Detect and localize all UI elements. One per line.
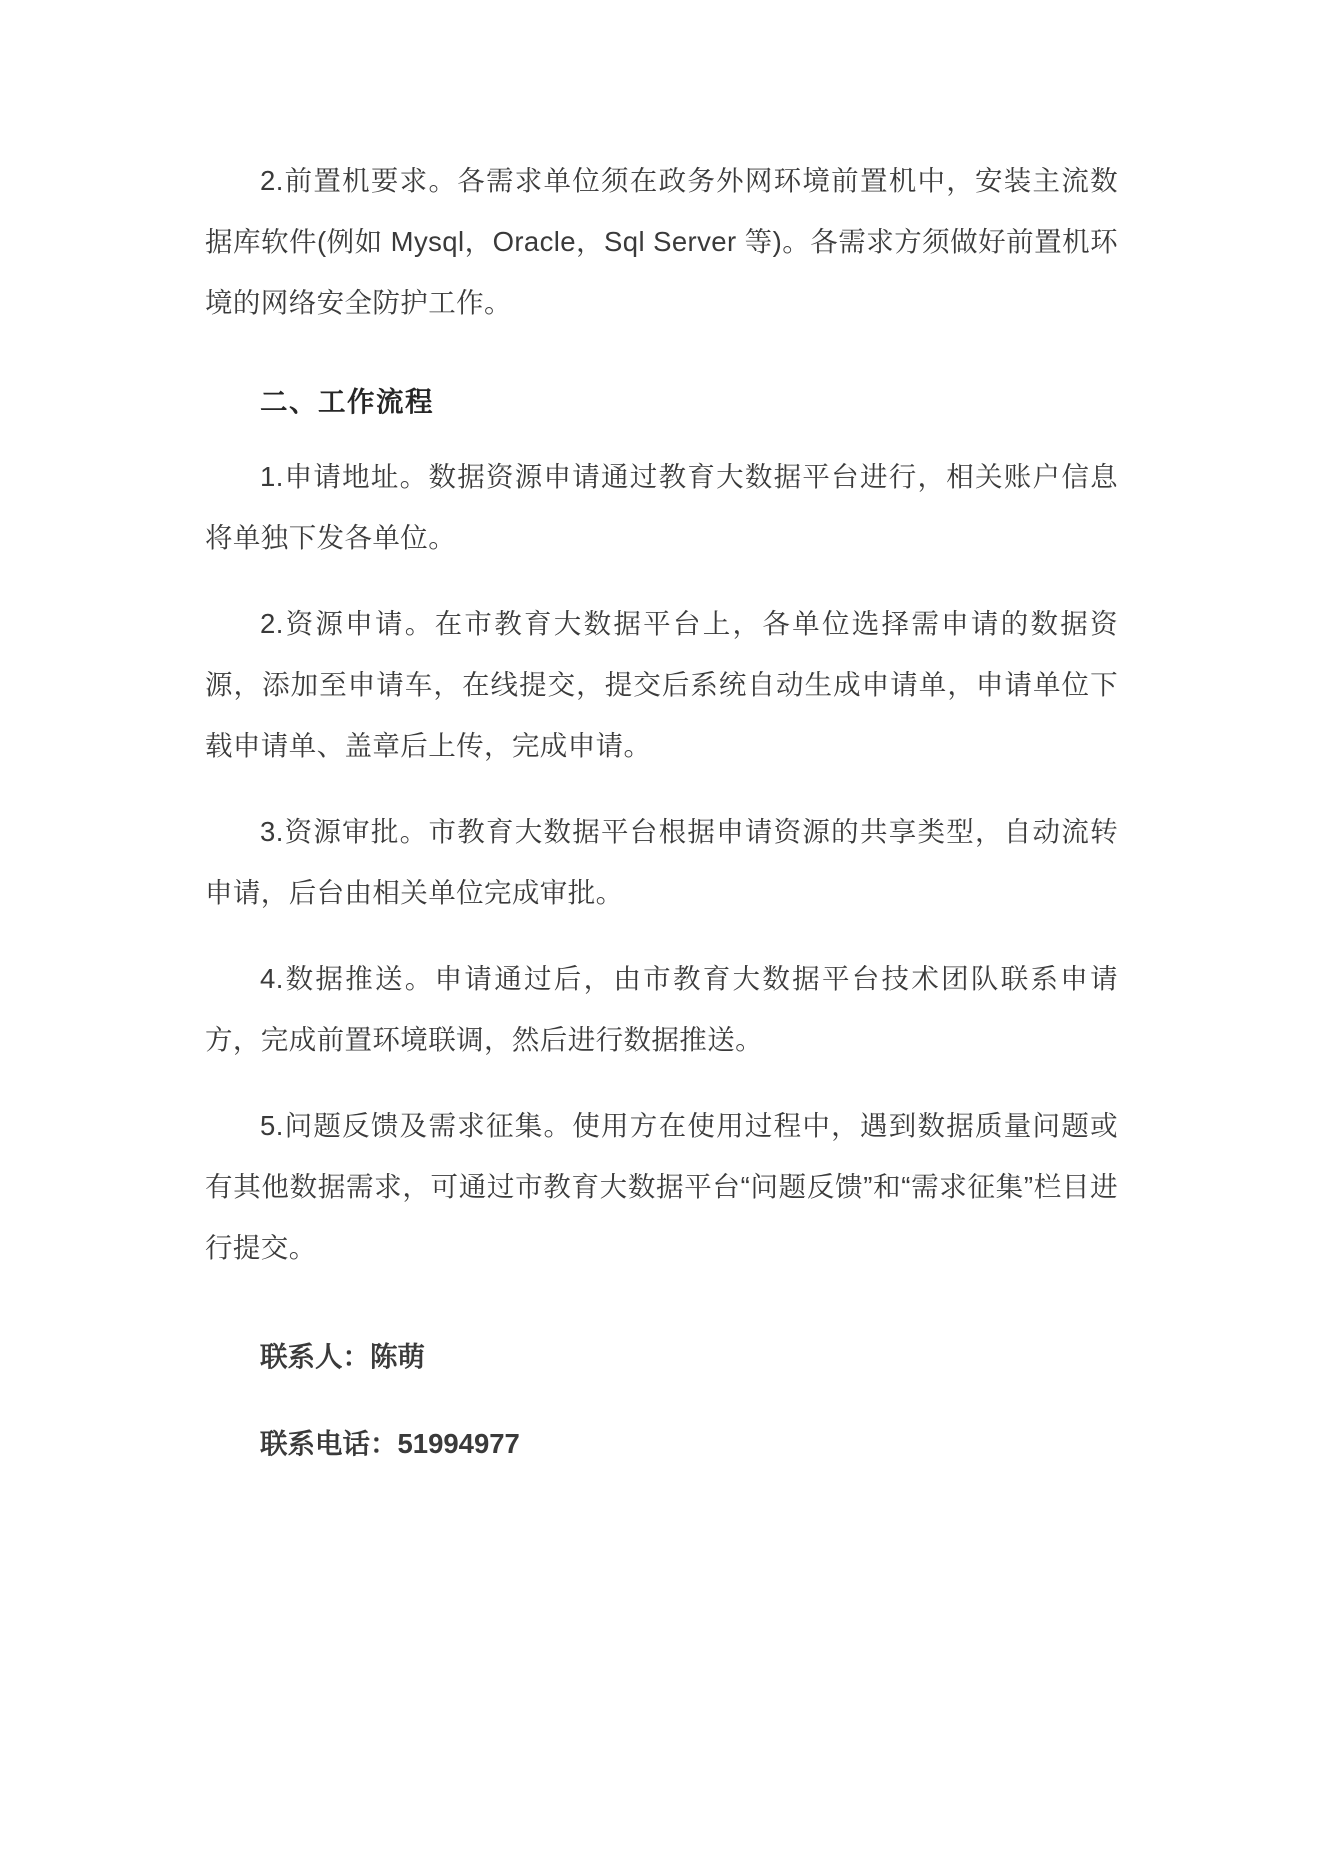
paragraph-resource-approval: 3.资源审批。市教育大数据平台根据申请资源的共享类型，自动流转申请，后台由相关单位完成审批。 (205, 816, 1118, 908)
paragraph-data-push: 4.数据推送。申请通过后，由市教育大数据平台技术团队联系申请方，完成前置环境联调，然后进行数据推送。 (205, 963, 1118, 1055)
paragraph-apply-address: 1.申请地址。数据资源申请通过教育大数据平台进行，相关账户信息将单独下发各单位。 (205, 461, 1118, 553)
paragraph-resource-application: 2.资源申请。在市教育大数据平台上，各单位选择需申请的数据资源，添加至申请车，在线提交，提交后系统自动生成申请单，申请单位下载申请单、盖章后上传，完成申请。 (205, 608, 1118, 761)
paragraph-feedback-collection: 5.问题反馈及需求征集。使用方在使用过程中，遇到数据质量问题或有其他数据需求，可通过市教育大数据平台“问题反馈”和“需求征集”栏目进行提交。 (205, 1110, 1118, 1263)
paragraph-equipment-requirement: 2.前置机要求。各需求单位须在政务外网环境前置机中，安装主流数据库软件(例如 Mysql，Oracle，Sql Server 等)。各需求方须做好前置机环境的网络安全防护工作。 (205, 165, 1118, 318)
section-heading-workflow: 二、工作流程 (260, 386, 434, 417)
document-body (205, 150, 1118, 1474)
contact-phone: 联系电话：51994977 (260, 1428, 520, 1459)
contact-person: 联系人：陈萌 (260, 1341, 425, 1372)
